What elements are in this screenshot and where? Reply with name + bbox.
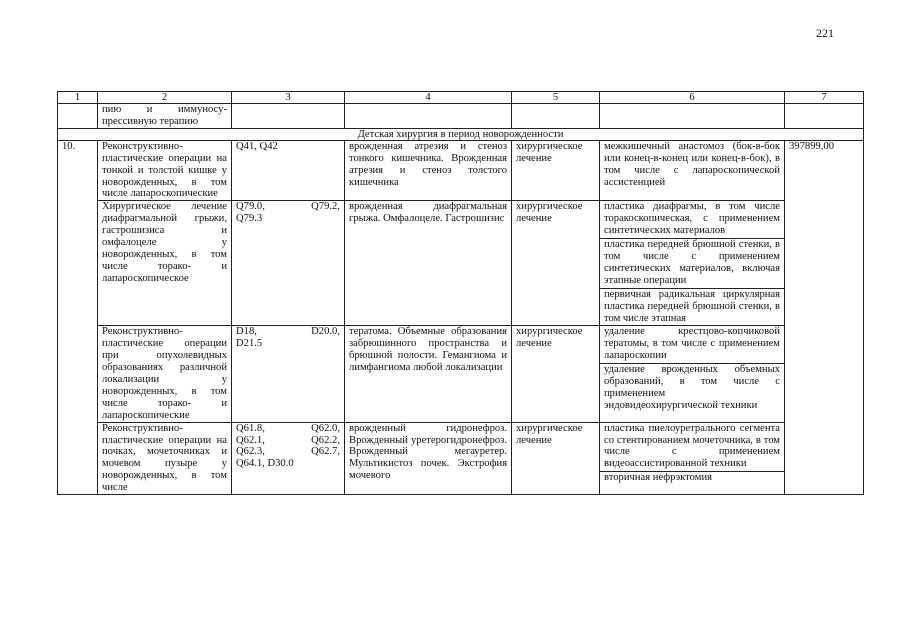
icd-code: Q62.7,: [311, 446, 340, 458]
treatment-methods: [600, 140, 785, 201]
medical-care-table: [57, 91, 864, 495]
icd-code: Q62.0,: [311, 422, 340, 434]
diagnosis: врожденный гидронефроз. Врожденный уретерогидронефроз. Врожденный мегауретер. Мультикистоз почек. Экстрофия мочевого: [345, 422, 512, 494]
method-item: пластика передней брюшной стенки, в том числе с применением синтетических материалов, включая этапные операции: [600, 239, 784, 289]
icd-code: Q79.0,: [236, 201, 265, 213]
table-row: [58, 326, 864, 422]
intervention-name: Хирургическое лечение диафрагмальной грыжи, гастрошизиса и омфалоцеле у новорожденных, в том числе торако- и лапароскопическое: [98, 201, 232, 326]
icd-code: Q62.2,: [311, 434, 340, 446]
method-item: первичная радикальная циркулярная пластика передней брюшной стенки, в том числе этапная: [604, 288, 780, 324]
column-header-7: 7: [785, 92, 864, 104]
icd-code-line: [236, 446, 340, 458]
icd-codes: [232, 201, 345, 326]
treatment-type: хирургическое лечение: [512, 201, 600, 326]
continuation-text: пию и иммуносу-прессивную терапию: [102, 104, 227, 127]
continuation-cell-treatment: [512, 104, 600, 129]
continuation-cell-methods: [600, 104, 785, 129]
icd-code: Q41, Q42: [236, 140, 278, 152]
continuation-cell-codes: [232, 104, 345, 129]
diagnosis: тератома. Объемные образования забрюшинного пространства и брюшной полости. Гемангиома и лимфангиома любой локализации: [345, 326, 512, 422]
method-item: вторичная нефрэктомия: [604, 472, 713, 484]
icd-codes: [232, 140, 345, 201]
icd-code: Q64.1, D30.0: [236, 458, 294, 470]
method-item: пластика диафрагмы, в том числе торакоскопическая, с применением синтетических материалов: [600, 201, 784, 239]
column-header-1: 1: [58, 92, 98, 104]
icd-codes: [232, 326, 345, 422]
continuation-cell-number: [58, 104, 98, 129]
method-item: межкишечный анастомоз (бок-в-бок или конец-в-конец или конец-в-бок), в том числе с лапароскопической ассистенцией: [604, 140, 780, 188]
icd-code-line: [236, 458, 340, 470]
column-header-5: 5: [512, 92, 600, 104]
icd-code: Q62.1,: [236, 434, 265, 446]
icd-code: Q61.8,: [236, 422, 265, 434]
section-title-row: [58, 128, 864, 140]
icd-code: Q79.3: [236, 213, 263, 225]
column-header-3: 3: [232, 92, 345, 104]
method-item: удаление врожденных объемных образований, в том числе с применением эндовидеохирургической техники: [604, 364, 780, 411]
price: 397899,00: [785, 140, 864, 494]
icd-code-line: [236, 338, 340, 350]
icd-code-line: [236, 326, 340, 338]
icd-code-line: [236, 423, 340, 435]
section-title: Детская хирургия в период новорожденности: [58, 128, 864, 140]
diagnosis: врожденная атрезия и стеноз тонкого кишечника. Врожденная атрезия и стеноз толстого кишечника: [345, 140, 512, 201]
intervention-name: Реконструктивно-пластические операции при опухолевидных образованиях различной локализации у новорожденных, в том числе торако- и лапароскопические: [98, 326, 232, 422]
treatment-methods: [600, 326, 785, 422]
icd-code: D18,: [236, 326, 257, 338]
column-header-4: 4: [345, 92, 512, 104]
icd-codes: [232, 422, 345, 494]
treatment-methods: [600, 422, 785, 494]
table-row: [58, 201, 864, 326]
page-number: 221: [816, 26, 834, 40]
treatment-methods: [600, 201, 785, 326]
continuation-cell-name: [98, 104, 232, 129]
intervention-name: Реконструктивно-пластические операции на почках, мочеточниках и мочевом пузыре у новорожденных, в том числе: [98, 422, 232, 494]
column-header-row: [58, 92, 864, 104]
column-header-2: 2: [98, 92, 232, 104]
icd-code: D21.5: [236, 338, 263, 350]
icd-code-line: [236, 435, 340, 447]
icd-code-line: [236, 141, 340, 153]
row-number: 10.: [58, 140, 98, 494]
icd-code: D20.0,: [311, 326, 340, 338]
icd-code: Q79.2,: [311, 201, 340, 213]
group-body: [58, 140, 864, 494]
icd-code-line: [236, 213, 340, 225]
icd-code: Q62.3,: [236, 446, 265, 458]
continuation-row: [58, 104, 864, 129]
continuation-cell-diagnosis: [345, 104, 512, 129]
table-row: [58, 140, 864, 201]
intervention-name: Реконструктивно-пластические операции на тонкой и толстой кишке у новорожденных, в том числе лапароскопические: [98, 140, 232, 201]
column-header-6: 6: [600, 92, 785, 104]
method-item: пластика пиелоуретрального сегмента со стентированием мочеточника, в том числе с применением видеоассистированной техники: [600, 423, 784, 473]
continuation-cell-price: [785, 104, 864, 129]
method-item: удаление крестцово-копчиковой тератомы, в том числе с применением лапароскопии: [600, 326, 784, 364]
table-row: [58, 422, 864, 494]
icd-code-line: [236, 201, 340, 213]
treatment-type: хирургическое лечение: [512, 140, 600, 201]
treatment-type: хирургическое лечение: [512, 326, 600, 422]
diagnosis: врожденная диафрагмальная грыжа. Омфалоцеле. Гастрошизис: [345, 201, 512, 326]
treatment-type: хирургическое лечение: [512, 422, 600, 494]
